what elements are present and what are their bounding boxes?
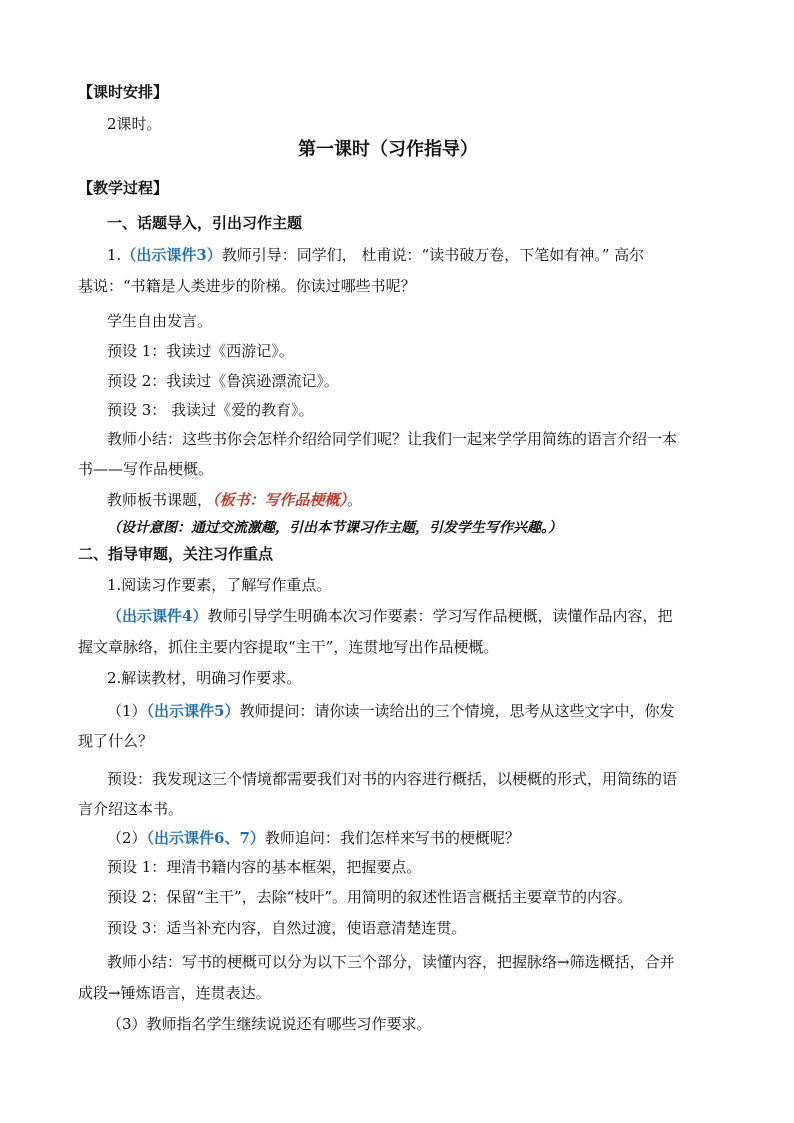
q1-text: 教师提问：请你读一读给出的三个情境，思考从这些文字中，你发 (239, 702, 675, 720)
preset-1: 预设 1：我读过《西游记》。 (107, 342, 294, 360)
q2-preset-3: 预设 3：适当补充内容，自然过渡，使语意清楚连贯。 (107, 919, 467, 937)
board-line (107, 490, 362, 510)
q1-preset-line1: 预设：我发现这三个情境都需要我们对书的内容进行概括，以梗概的形式，用简练的语 (107, 770, 678, 788)
part1-heading: 一、话题导入，引出习作主题 (107, 214, 303, 232)
courseware-tag: （出示课件4） (107, 607, 208, 625)
q2-summary-line1: 教师小结：写书的梗概可以分为以下三个部分，读懂内容，把握脉络→筛选概括，合并 (107, 953, 675, 971)
step1-detail-line2: 握文章脉络，抓住主要内容提取“主干”，连贯地写出作品梗概。 (78, 638, 499, 656)
process-heading: 【教学过程】 (78, 179, 169, 197)
design-note: （设计意图：通过交流激趣，引出本节课习作主题，引发学生写作兴趣。） (107, 520, 562, 536)
board-tag: （板书：写作品梗概） (212, 491, 348, 509)
q2-number: （2） (107, 829, 147, 847)
courseware-tag: （出示课件5） (146, 702, 240, 720)
schedule-text: 2课时。 (107, 115, 162, 133)
q1-number: （1） (107, 702, 147, 720)
courseware-tag: （出示课件6、7） (146, 829, 265, 847)
step1: 1.阅读习作要素，了解写作重点。 (107, 576, 332, 594)
part1-item1-line1 (107, 245, 644, 265)
q2-text: 教师追问：我们怎样来写书的梗概呢？ (264, 829, 520, 847)
part1-item1-line2: 基说：“书籍是人类进步的阶梯。你读过哪些书呢？ (78, 277, 416, 295)
item1-text: 教师引导：同学们， 杜甫说：“读书破万卷，下笔如有神。” 高尔 (221, 246, 645, 264)
lesson-title: 第一课时（习作指导） (298, 139, 478, 160)
q1-preset-line2: 言介绍这本书。 (78, 800, 184, 818)
part2-heading: 二、指导审题，关注习作重点 (78, 545, 274, 563)
teacher-summary-line2: 书——写作品梗概。 (78, 460, 214, 478)
q2-preset-1: 预设 1：理清书籍内容的基本框架，把握要点。 (107, 858, 422, 876)
board-prefix: 教师板书课题， (107, 491, 213, 509)
q1-line2: 现了什么？ (78, 732, 154, 750)
step1-detail-line1 (107, 606, 672, 626)
q1-line1 (107, 701, 675, 721)
q2-summary-line2: 成段→锤炼语言，连贯表达。 (78, 984, 271, 1002)
preset-3: 预设 3： 我读过《爱的教育》。 (107, 401, 314, 419)
step1-text: 教师引导学生明确本次习作要素：学习写作品梗概，读懂作品内容，把 (207, 607, 673, 625)
item-number: 1. (107, 246, 122, 264)
schedule-heading: 【课时安排】 (78, 83, 169, 101)
step2: 2.解读教材，明确习作要求。 (107, 669, 302, 687)
q2-line (107, 828, 520, 848)
preset-2: 预设 2：我读过《鲁滨逊漂流记》。 (107, 372, 339, 390)
student-speak: 学生自由发言。 (107, 312, 213, 330)
board-suffix: 。 (347, 491, 363, 509)
q2-preset-2: 预设 2：保留“主干”，去除“枝叶”。用简明的叙述性语言概括主要章节的内容。 (107, 888, 632, 906)
q3-line: （3）教师指名学生继续说说还有哪些习作要求。 (107, 1015, 432, 1033)
teacher-summary-line1: 教师小结：这些书你会怎样介绍给同学们呢？让我们一起来学学用简练的语言介绍一本 (107, 430, 678, 448)
courseware-tag: （出示课件3） (121, 246, 222, 264)
